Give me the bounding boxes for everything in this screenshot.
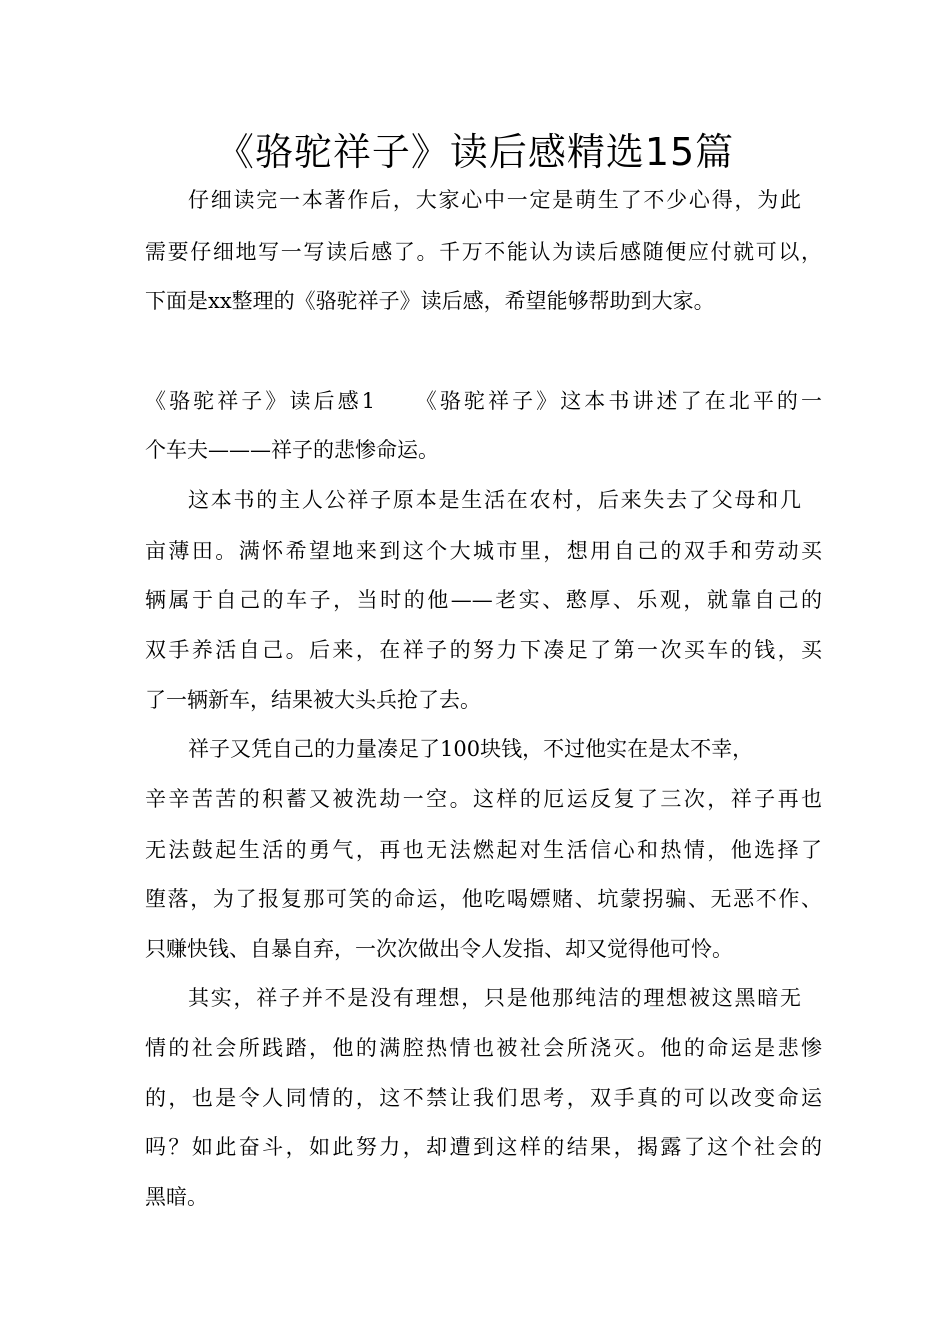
paragraph-line: 黑暗。 xyxy=(145,1185,208,1209)
paragraph-line: 无法鼓起生活的勇气，再也无法燃起对生活信心和热情，他选择了 xyxy=(145,838,822,862)
paragraph-line: 亩薄田。满怀希望地来到这个大城市里，想用自己的双手和劳动买 xyxy=(145,539,822,563)
paragraph-line: 吗？如此奋斗，如此努力，却遭到这样的结果，揭露了这个社会的 xyxy=(145,1135,822,1159)
paragraph-line: 的，也是令人同情的，这不禁让我们思考，双手真的可以改变命运 xyxy=(145,1086,822,1110)
paragraph-line: 祥子又凭自己的力量凑足了100块钱，不过他实在是太不幸， xyxy=(188,737,754,761)
paragraph-line: 仔细读完一本著作后，大家心中一定是萌生了不少心得，为此 xyxy=(188,188,801,212)
paragraph-line: 《骆驼祥子》读后感1 《骆驼祥子》这本书讲述了在北平的一 xyxy=(145,389,822,413)
paragraph-line: 堕落，为了报复那可笑的命运，他吃喝嫖赌、坑蒙拐骗、无恶不作、 xyxy=(145,887,822,911)
paragraph-line: 双手养活自己。后来，在祥子的努力下凑足了第一次买车的钱，买 xyxy=(145,638,822,662)
paragraph-line: 下面是xx整理的《骆驼祥子》读后感，希望能够帮助到大家。 xyxy=(145,289,715,313)
paragraph-line: 了一辆新车，结果被大头兵抢了去。 xyxy=(145,688,481,712)
paragraph-line: 只赚快钱、自暴自弃，一次次做出令人发指、却又觉得他可怜。 xyxy=(145,937,733,961)
paragraph-line: 辛辛苦苦的积蓄又被洗劫一空。这样的厄运反复了三次，祥子再也 xyxy=(145,787,822,811)
paragraph-line: 情的社会所践踏，他的满腔热情也被社会所浇灭。他的命运是悲惨 xyxy=(145,1036,822,1060)
document-title: 《骆驼祥子》读后感精选15篇 xyxy=(215,130,735,174)
paragraph-line: 需要仔细地写一写读后感了。千万不能认为读后感随便应付就可以， xyxy=(145,240,822,264)
paragraph-line: 辆属于自己的车子，当时的他——老实、憨厚、乐观，就靠自己的 xyxy=(145,588,822,612)
paragraph-line: 这本书的主人公祥子原本是生活在农村，后来失去了父母和几 xyxy=(188,488,801,512)
paragraph-line: 个车夫———祥子的悲惨命运。 xyxy=(145,438,439,462)
paragraph-line: 其实，祥子并不是没有理想，只是他那纯洁的理想被这黑暗无 xyxy=(188,986,801,1010)
